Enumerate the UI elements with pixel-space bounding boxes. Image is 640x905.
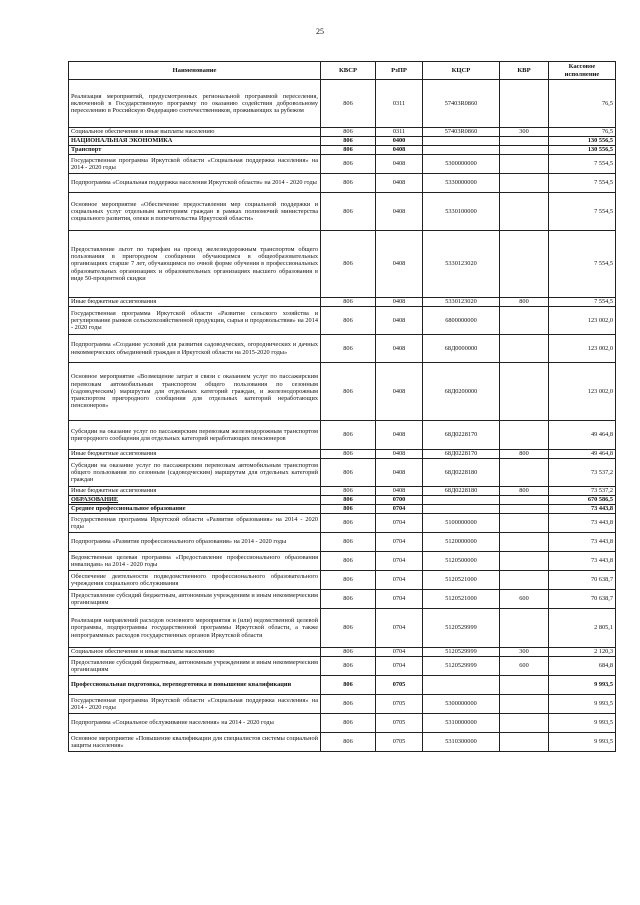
cell-kvr [500,571,549,590]
cell-rzpr: 0408 [376,450,423,459]
cell-rzpr: 0705 [376,695,423,714]
cell-name: Предоставление субсидий бюджетным, автономным учреждениям и иным некоммерческим организациям [69,590,321,609]
cell-amount: 9 993,5 [549,733,616,752]
cell-rzpr: 0704 [376,533,423,552]
cell-rzpr: 0704 [376,609,423,648]
cell-name: Основное мероприятие «Повышение квалификации для специалистов системы социальной защиты населения» [69,733,321,752]
cell-rzpr: 0408 [376,193,423,231]
cell-kcsr: 5330123020 [423,231,500,298]
cell-kcsr: 5120529999 [423,657,500,676]
cell-kvsr: 806 [321,514,376,533]
cell-amount: 70 638,7 [549,571,616,590]
cell-name: Государственная программа Иркутской области «Социальная поддержка населения» на 2014 - 2020 годы [69,155,321,174]
table-row [69,695,616,714]
cell-rzpr: 0700 [376,496,423,505]
cell-amount: 130 556,5 [549,146,616,155]
cell-kvr [500,146,549,155]
table-row [69,128,616,137]
cell-amount: 73 443,8 [549,514,616,533]
cell-name: Государственная программа Иркутской области «Социальная поддержка населения» на 2014 - 2020 годы [69,695,321,714]
header-amount: Кассовое исполнение [549,62,616,80]
cell-kvr [500,505,549,514]
cell-kvsr: 806 [321,421,376,450]
cell-name: Подпрограмма «Создание условий для развития садоводческих, огороднических и дачных некоммерческих объединений граждан в Иркутской области на 2015-2020 годы» [69,335,321,363]
page-number: 25 [316,27,324,36]
cell-kcsr: 5310300000 [423,733,500,752]
cell-rzpr: 0408 [376,421,423,450]
cell-amount: 7 554,5 [549,193,616,231]
cell-rzpr: 0704 [376,552,423,571]
cell-kvsr: 806 [321,571,376,590]
cell-kcsr: 5330000000 [423,174,500,193]
cell-kcsr: 5120521000 [423,571,500,590]
cell-kcsr: 68Д0228170 [423,450,500,459]
cell-name: Предоставление субсидий бюджетным, автономным учреждениям и иным некоммерческим организациям [69,657,321,676]
table-row [69,231,616,298]
cell-name: Среднее профессиональное образование [69,505,321,514]
cell-name: Государственная программа Иркутской области «Развитие образования» на 2014 - 2020 годы [69,514,321,533]
cell-name: НАЦИОНАЛЬНАЯ ЭКОНОМИКА [69,137,321,146]
cell-kvsr: 806 [321,533,376,552]
cell-amount: 7 554,5 [549,174,616,193]
cell-amount: 73 537,2 [549,487,616,496]
cell-amount: 76,5 [549,80,616,128]
table-row [69,676,616,695]
cell-kcsr: 68Д0200000 [423,363,500,421]
cell-amount: 7 554,5 [549,155,616,174]
cell-name: Социальное обеспечение и иные выплаты населению [69,128,321,137]
table-row [69,657,616,676]
cell-kcsr: 5330123020 [423,298,500,307]
cell-kvr [500,307,549,335]
cell-amount: 73 443,8 [549,552,616,571]
cell-rzpr: 0408 [376,298,423,307]
table-row [69,298,616,307]
cell-kcsr: 5300000000 [423,695,500,714]
cell-kcsr: 68Д0228170 [423,421,500,450]
cell-name: Подпрограмма «Социальная поддержка населения Иркутской области» на 2014 - 2020 годы [69,174,321,193]
cell-kcsr [423,146,500,155]
cell-kvr: 300 [500,648,549,657]
cell-kvsr: 806 [321,231,376,298]
cell-kvr [500,609,549,648]
cell-name: Иные бюджетные ассигнования [69,450,321,459]
cell-kvr [500,459,549,487]
cell-kvr: 800 [500,298,549,307]
header-kvr: КВР [500,62,549,80]
cell-name: Субсидии на оказание услуг по пассажирским перевозкам автомобильным транспортом общего пользования по сезонным (садоводческим) маршрутам для отдельных категорий граждан [69,459,321,487]
cell-amount: 2 120,3 [549,648,616,657]
cell-kcsr: 68Д0228180 [423,459,500,487]
cell-kvsr: 806 [321,487,376,496]
cell-kvsr: 806 [321,609,376,648]
cell-kvr [500,231,549,298]
cell-name: Реализация мероприятий, предусмотренных региональной программой переселения, включенной в Государственную программу по оказанию содействия добровольному переселению в Российскую Федерацию соотечественников, проживающих за рубежом [69,80,321,128]
cell-kcsr: 5120521000 [423,590,500,609]
cell-amount: 7 554,5 [549,231,616,298]
cell-name: Подпрограмма «Социальное обслуживание населения» на 2014 - 2020 годы [69,714,321,733]
table-row [69,155,616,174]
cell-name: Подпрограмма «Развитие профессионального образования» на 2014 - 2020 годы [69,533,321,552]
cell-kvr [500,552,549,571]
cell-amount: 9 993,5 [549,714,616,733]
cell-kvr [500,733,549,752]
cell-kvr [500,174,549,193]
table-row [69,514,616,533]
cell-kvr: 300 [500,128,549,137]
cell-kvsr: 806 [321,155,376,174]
cell-kvsr: 806 [321,714,376,733]
table-row [69,648,616,657]
cell-name: Реализация направлений расходов основного мероприятия и (или) ведомственной целевой программы, подпрограммы государственной программы Иркутской области, а также непрограммных расходов государственных органов Иркутской области [69,609,321,648]
cell-rzpr: 0704 [376,590,423,609]
cell-rzpr: 0704 [376,514,423,533]
cell-rzpr: 0704 [376,505,423,514]
cell-name: Транспорт [69,146,321,155]
cell-kvr [500,533,549,552]
cell-kvr [500,496,549,505]
cell-kvsr: 806 [321,590,376,609]
cell-rzpr: 0408 [376,363,423,421]
table-row [69,505,616,514]
cell-kvsr: 806 [321,174,376,193]
table-row [69,609,616,648]
cell-kvr [500,80,549,128]
cell-kvr [500,695,549,714]
table-row [69,533,616,552]
cell-kvr [500,676,549,695]
cell-kcsr: 5120000000 [423,533,500,552]
cell-kcsr: 5120500000 [423,552,500,571]
cell-rzpr: 0408 [376,487,423,496]
cell-kvsr: 806 [321,505,376,514]
cell-amount: 123 002,0 [549,307,616,335]
cell-kcsr: 5100000000 [423,514,500,533]
cell-kvr: 600 [500,590,549,609]
table-row [69,496,616,505]
cell-name: Обеспечение деятельности подведомственного профессионального образовательного учреждения социального обслуживания [69,571,321,590]
header-kvsr: КВСР [321,62,376,80]
cell-amount: 9 993,5 [549,676,616,695]
cell-name: Основное мероприятие «Возмещение затрат в связи с оказанием услуг по пассажирским перевозкам автомобильным транспортом общего пользования по сезонным (садоводческим) маршрутам для отдельных категорий граждан, и железнодорожным транспортом пригородного сообщения для отдельных категорий неработающих пенсионеров» [69,363,321,421]
cell-rzpr: 0400 [376,137,423,146]
table-row [69,137,616,146]
cell-rzpr: 0408 [376,146,423,155]
cell-kvr: 600 [500,657,549,676]
cell-amount: 123 002,0 [549,335,616,363]
table-row [69,714,616,733]
cell-amount: 73 443,8 [549,533,616,552]
table-header-row [69,62,616,80]
table-row [69,174,616,193]
cell-name: Профессиональная подготовка, переподготовка и повышение квалификации [69,676,321,695]
table-row [69,307,616,335]
cell-amount: 73 537,2 [549,459,616,487]
cell-rzpr: 0408 [376,307,423,335]
cell-kcsr: 5120529999 [423,648,500,657]
cell-kvr [500,335,549,363]
cell-rzpr: 0408 [376,155,423,174]
table-row [69,487,616,496]
cell-kvsr: 806 [321,307,376,335]
cell-kcsr: 68Д0228180 [423,487,500,496]
budget-table [68,61,616,752]
table-row [69,363,616,421]
cell-kvr [500,514,549,533]
cell-kcsr [423,676,500,695]
cell-kcsr [423,137,500,146]
cell-name: Иные бюджетные ассигнования [69,298,321,307]
cell-kvr [500,714,549,733]
cell-kcsr: 57403R0860 [423,128,500,137]
table-row [69,733,616,752]
cell-kcsr: 5120529999 [423,609,500,648]
cell-name: Иные бюджетные ассигнования [69,487,321,496]
cell-rzpr: 0705 [376,676,423,695]
cell-kvsr: 806 [321,193,376,231]
cell-kvsr: 806 [321,648,376,657]
cell-name: ОБРАЗОВАНИЕ [69,496,321,505]
cell-amount: 670 586,5 [549,496,616,505]
cell-kvsr: 806 [321,363,376,421]
table-row [69,571,616,590]
header-kcsr: КЦСР [423,62,500,80]
cell-rzpr: 0311 [376,80,423,128]
cell-rzpr: 0408 [376,459,423,487]
cell-amount: 123 002,0 [549,363,616,421]
cell-kcsr [423,505,500,514]
cell-amount: 73 443,8 [549,505,616,514]
cell-amount: 130 556,5 [549,137,616,146]
cell-rzpr: 0705 [376,733,423,752]
cell-kvsr: 806 [321,657,376,676]
cell-kvsr: 806 [321,496,376,505]
cell-amount: 2 805,1 [549,609,616,648]
cell-amount: 49 464,8 [549,421,616,450]
cell-kvsr: 806 [321,80,376,128]
cell-name: Ведомственная целевая программа «Предоставление профессионального образования инвалидам» на 2014 - 2020 годы [69,552,321,571]
header-name: Наименование [69,62,321,80]
cell-amount: 9 993,5 [549,695,616,714]
cell-kvr [500,421,549,450]
cell-rzpr: 0704 [376,648,423,657]
table-row [69,421,616,450]
cell-kcsr: 5300000000 [423,155,500,174]
cell-kvsr: 806 [321,733,376,752]
cell-kvsr: 806 [321,146,376,155]
cell-rzpr: 0704 [376,571,423,590]
cell-name: Субсидии на оказание услуг по пассажирским перевозкам железнодорожным транспортом пригородного сообщения для отдельных категорий неработающих пенсионеров [69,421,321,450]
cell-amount: 7 554,5 [549,298,616,307]
cell-kvr [500,363,549,421]
cell-name: Основное мероприятие «Обеспечение предоставления мер социальной поддержки и социальных услуг отдельным категориям граждан в рамках полномочий министерства социального развития, опеки и попечительства Иркутской области» [69,193,321,231]
cell-kvr [500,137,549,146]
cell-kcsr: 68Д0000000 [423,335,500,363]
table-row [69,552,616,571]
table-row [69,146,616,155]
cell-kvsr: 806 [321,298,376,307]
cell-kcsr: 57403R0860 [423,80,500,128]
table-row [69,335,616,363]
cell-kcsr: 5330100000 [423,193,500,231]
cell-kvsr: 806 [321,137,376,146]
cell-kcsr [423,496,500,505]
table-row [69,193,616,231]
cell-rzpr: 0704 [376,657,423,676]
table-row [69,450,616,459]
cell-kcsr: 5310000000 [423,714,500,733]
cell-kvsr: 806 [321,128,376,137]
cell-amount: 684,8 [549,657,616,676]
cell-kvr [500,193,549,231]
cell-amount: 49 464,8 [549,450,616,459]
cell-rzpr: 0705 [376,714,423,733]
cell-kvsr: 806 [321,552,376,571]
cell-amount: 70 638,7 [549,590,616,609]
cell-kvr [500,155,549,174]
cell-rzpr: 0408 [376,174,423,193]
cell-rzpr: 0408 [376,231,423,298]
cell-kvr: 800 [500,487,549,496]
cell-name: Предоставление льгот по тарифам на проезд железнодорожным транспортом общего пользования в пригородном сообщении обучающимся в общеобразовательных организациях старше 7 лет, обучающимся по очной форме обучения в профессиональных образовательных организациях и образовательных организациях высшего образования в виде 50-процентной скидки [69,231,321,298]
cell-kcsr: 6800000000 [423,307,500,335]
cell-amount: 76,5 [549,128,616,137]
cell-kvsr: 806 [321,676,376,695]
cell-rzpr: 0311 [376,128,423,137]
cell-kvr: 800 [500,450,549,459]
header-rzpr: РзПР [376,62,423,80]
table-row [69,459,616,487]
cell-name: Государственная программа Иркутской области «Развитие сельского хозяйства и регулирование рынков сельскохозяйственной продукции, сырья и продовольствия» на 2014 - 2020 годы [69,307,321,335]
cell-kvsr: 806 [321,695,376,714]
cell-kvsr: 806 [321,450,376,459]
cell-kvsr: 806 [321,335,376,363]
cell-rzpr: 0408 [376,335,423,363]
cell-kvsr: 806 [321,459,376,487]
cell-name: Социальное обеспечение и иные выплаты населению [69,648,321,657]
table-row [69,80,616,128]
table-row [69,590,616,609]
